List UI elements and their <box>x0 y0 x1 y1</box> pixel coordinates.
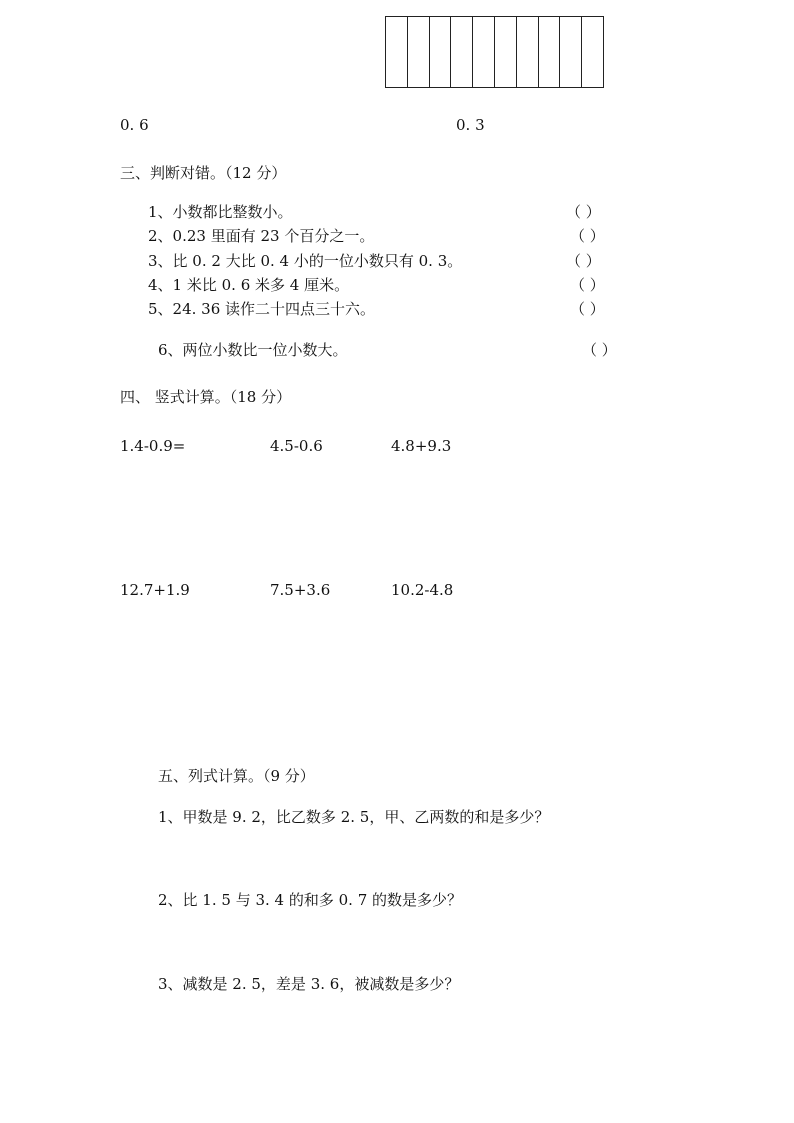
judge-item-1: 1、小数都比整数小。 <box>148 203 293 221</box>
grid-column <box>495 17 517 87</box>
calc-problem-6: 10.2-4.8 <box>391 581 454 599</box>
grid-column <box>386 17 408 87</box>
judge-answer-4[interactable]: （ ） <box>570 276 605 294</box>
section5-title: 五、列式计算。（9 分） <box>158 767 315 785</box>
word-problem-1: 1、甲数是 9. 2，比乙数多 2. 5，甲、乙两数的和是多少？ <box>158 808 550 826</box>
judge-item-4: 4、1 米比 0. 6 米多 4 厘米。 <box>148 276 350 294</box>
calc-problem-1: 1.4-0.9= <box>120 437 186 455</box>
judge-answer-5[interactable]: （ ） <box>570 300 605 318</box>
word-problem-2: 2、比 1. 5 与 3. 4 的和多 0. 7 的数是多少？ <box>158 891 463 909</box>
calc-problem-4: 12.7+1.9 <box>120 581 190 599</box>
calc-problem-2: 4.5-0.6 <box>270 437 323 455</box>
decimal-grid <box>385 16 604 88</box>
grid-column <box>539 17 561 87</box>
grid-column <box>430 17 452 87</box>
grid-column <box>473 17 495 87</box>
judge-answer-6[interactable]: （ ） <box>582 341 617 359</box>
calc-problem-3: 4.8+9.3 <box>391 437 452 455</box>
grid-column <box>560 17 582 87</box>
grid-column <box>582 17 603 87</box>
judge-item-2: 2、0.23 里面有 23 个百分之一。 <box>148 227 375 245</box>
label-left: 0. 6 <box>120 116 149 134</box>
section3-title: 三、判断对错。（12 分） <box>120 164 287 182</box>
judge-item-3: 3、比 0. 2 大比 0. 4 小的一位小数只有 0. 3。 <box>148 252 463 270</box>
section4-title: 四、 竖式计算。（18 分） <box>120 388 292 406</box>
judge-item-6: 6、两位小数比一位小数大。 <box>158 341 348 359</box>
grid-column <box>451 17 473 87</box>
judge-answer-3[interactable]: （ ） <box>566 252 601 270</box>
grid-column <box>408 17 430 87</box>
judge-answer-1[interactable]: （ ） <box>566 203 601 221</box>
label-right: 0. 3 <box>456 116 485 134</box>
word-problem-3: 3、减数是 2. 5，差是 3. 6，被减数是多少？ <box>158 975 460 993</box>
judge-item-5: 5、24. 36 读作二十四点三十六。 <box>148 300 376 318</box>
grid-column <box>517 17 539 87</box>
calc-problem-5: 7.5+3.6 <box>270 581 331 599</box>
judge-answer-2[interactable]: （ ） <box>570 227 605 245</box>
